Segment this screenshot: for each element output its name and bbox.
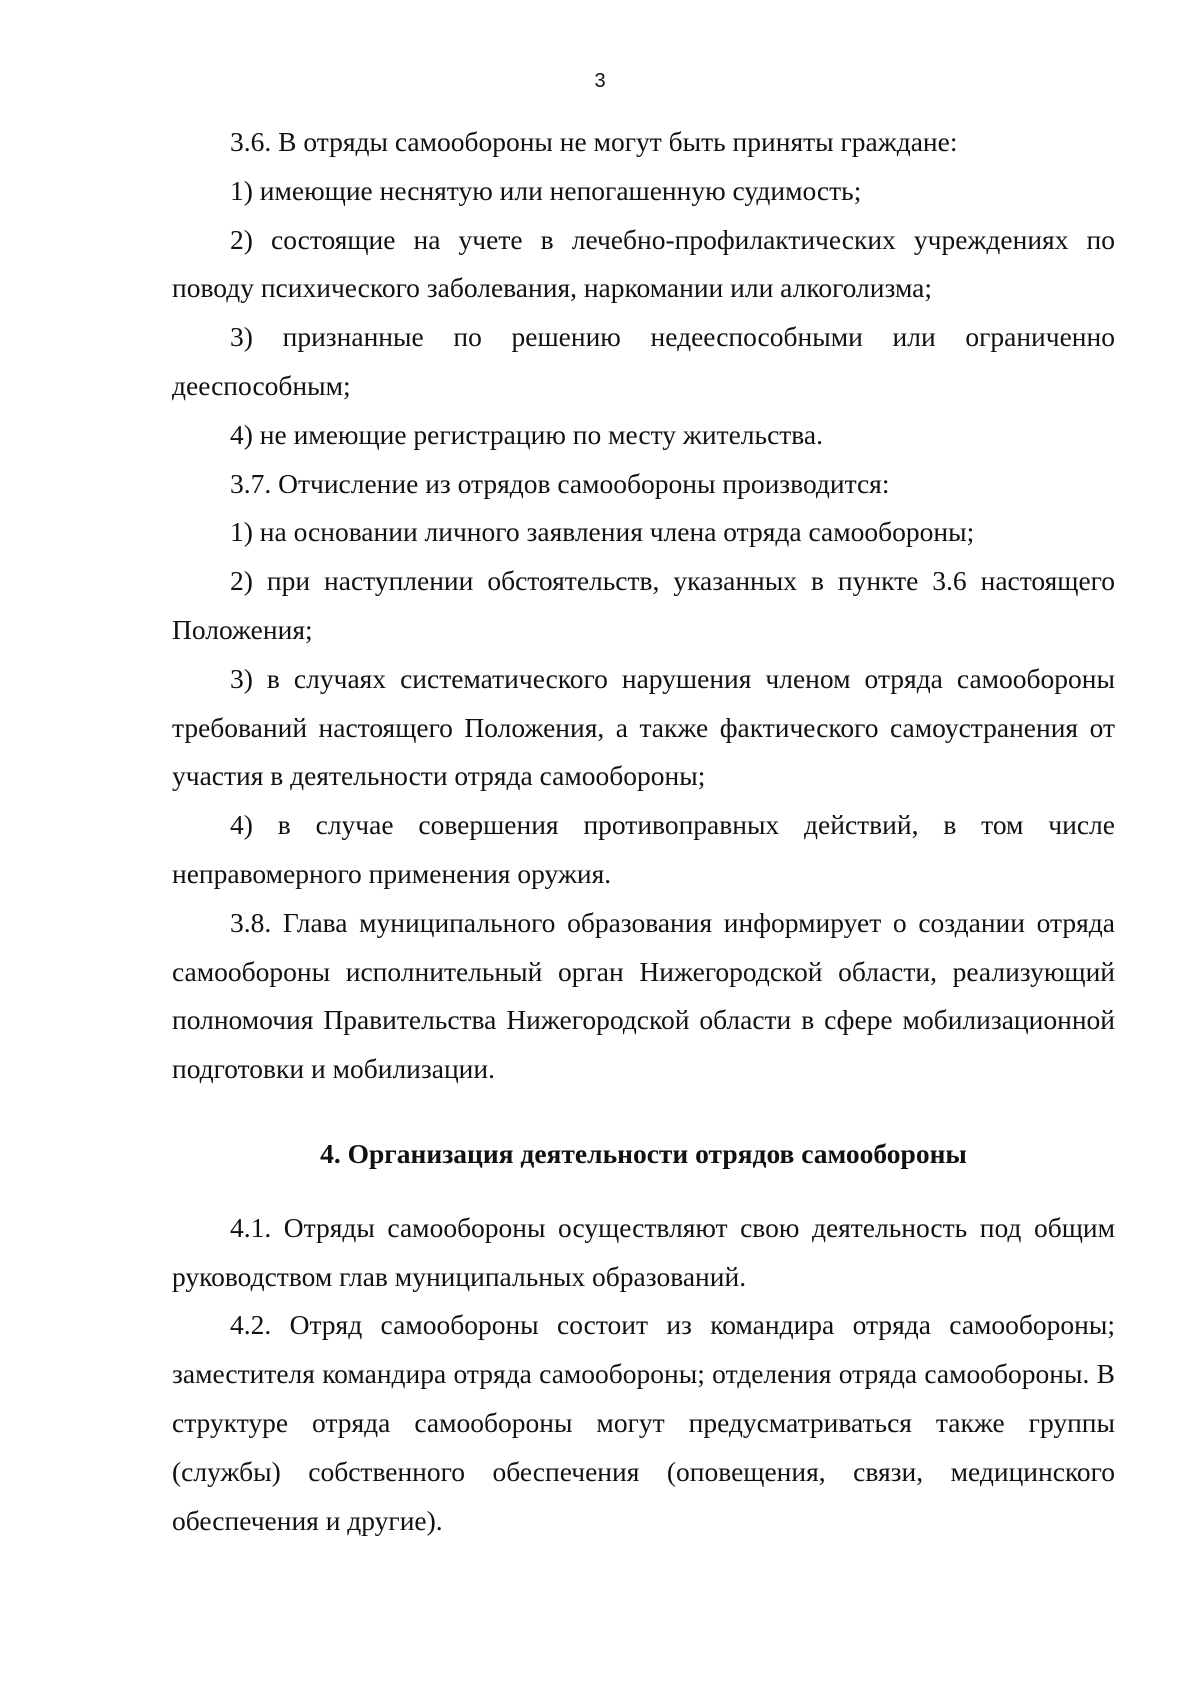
paragraph-3-6-item-2: 2) состоящие на учете в лечебно-профилактических учреждениях по поводу психического заболевания, наркомании или алкоголизма; <box>172 223 1115 304</box>
paragraph-3-6-item-1: 1) имеющие неснятую или непогашенную судимость; <box>230 174 862 206</box>
document-body <box>172 118 1115 1545</box>
paragraph-3-7: 3.7. Отчисление из отрядов самообороны производится: <box>230 467 890 499</box>
paragraph-3-8: 3.8. Глава муниципального образования информирует о создании отряда самообороны исполнительный орган Нижегородской области, реализующий полномочия Правительства Нижегородской области в сфере мобилизационной подготовки и мобилизации. <box>172 906 1115 1085</box>
paragraph-3-6-item-4: 4) не имеющие регистрацию по месту жительства. <box>230 418 823 450</box>
paragraph-3-6: 3.6. В отряды самообороны не могут быть приняты граждане: <box>230 126 958 157</box>
paragraph-3-6-item-3: 3) признанные по решению недееспособными или ограниченно дееспособным; <box>172 321 1115 401</box>
paragraph-3-7-item-3: 3) в случаях систематического нарушения членом отряда самообороны требований настоящего Положения, а также фактического самоустранения от участия в деятельности отряда самообороны; <box>172 662 1115 792</box>
paragraph-3-7-item-4: 4) в случае совершения противоправных действий, в том числе неправомерного применения оружия. <box>172 809 1115 889</box>
paragraph-3-7-item-1: 1) на основании личного заявления члена отряда самообороны; <box>230 516 975 548</box>
paragraph-4-2: 4.2. Отряд самообороны состоит из командира отряда самообороны; заместителя командира отряда самообороны; отделения отряда самообороны. В структуре отряда самообороны могут предусматриваться также группы (службы) собственного обеспечения (оповещения, связи, медицинского обеспечения и другие). <box>172 1309 1115 1536</box>
page-number: 3 <box>594 70 606 92</box>
paragraph-4-1: 4.1. Отряды самообороны осуществляют свою деятельность под общим руководством глав муниципальных образований. <box>172 1211 1115 1292</box>
paragraph-3-7-item-2: 2) при наступлении обстоятельств, указанных в пункте 3.6 настоящего Положения; <box>172 565 1115 645</box>
section-heading: 4. Организация деятельности отрядов самообороны <box>320 1137 967 1169</box>
